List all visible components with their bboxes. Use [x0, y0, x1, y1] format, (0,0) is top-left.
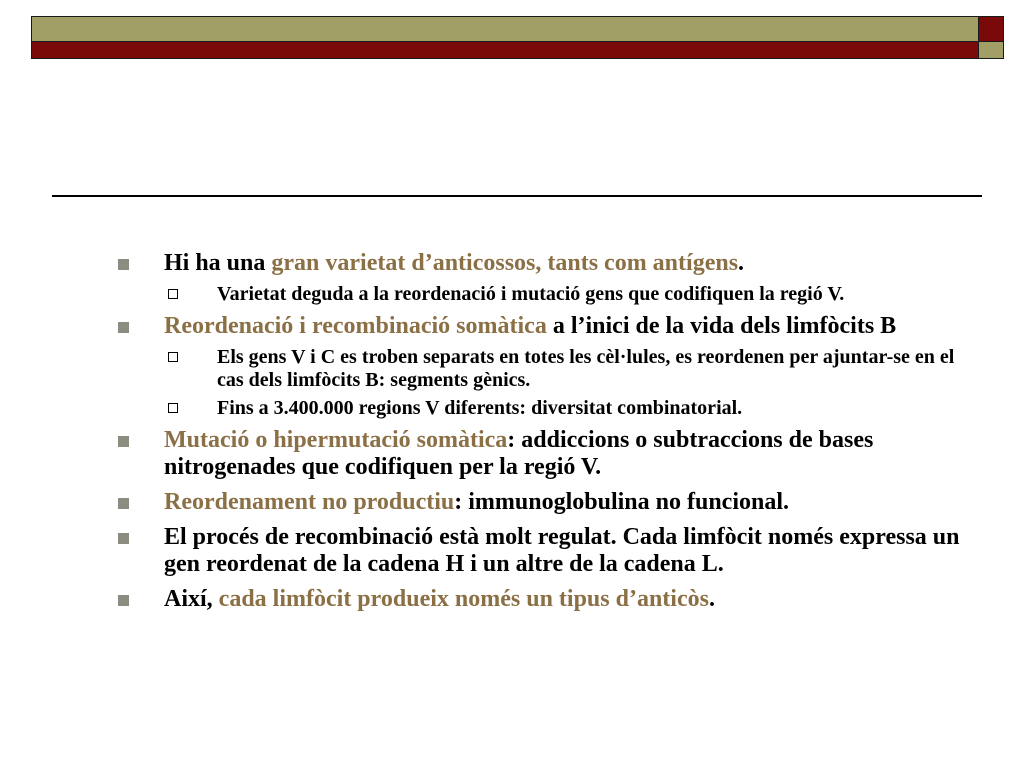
- hollow-square-bullet-icon: [168, 403, 178, 413]
- hollow-square-bullet-icon: [168, 352, 178, 362]
- square-bullet-icon: [118, 322, 129, 333]
- sub-bullet-item: [166, 346, 978, 392]
- sub-bullet-item: [166, 283, 978, 306]
- bullet-text: Fins a 3.400.000 regions V diferents: diversitat combinatorial.: [217, 397, 743, 419]
- bullet-list: [118, 250, 978, 621]
- hollow-square-bullet-icon: [168, 289, 178, 299]
- bullet-text: .: [708, 586, 715, 612]
- bullet-text: a l’inici de la vida dels limfòcits B: [546, 313, 897, 339]
- bullet-item: [118, 524, 978, 578]
- bullet-item: [118, 586, 978, 613]
- sub-bullet-item: [166, 397, 978, 420]
- highlighted-text: Reordenament no productiu: [164, 489, 455, 515]
- bullet-item: [118, 313, 978, 340]
- bullet-item: [118, 427, 978, 481]
- bullet-text: Els gens V i C es troben separats en totes les cèl·lules, es reordenen per ajuntar-se en el cas dels limfòcits B: segments gènics.: [217, 346, 955, 391]
- bullet-text: Varietat deguda a la reordenació i mutació gens que codifiquen la regió V.: [217, 283, 845, 305]
- bullet-text: Hi ha una: [164, 250, 272, 276]
- highlighted-text: gran varietat d’anticossos, tants com antígens: [271, 250, 739, 276]
- bullet-item: [118, 489, 978, 516]
- bullet-text: El procés de recombinació està molt regulat. Cada limfòcit només expressa un gen reordenat de la cadena H i un altre de la cadena L.: [164, 524, 960, 577]
- square-bullet-icon: [118, 595, 129, 606]
- maroon-bar: [31, 41, 980, 59]
- olive-bar: [31, 16, 980, 43]
- bullet-text: : addiccions o subtraccions de bases nitrogenades que codifiquen per la regió V.: [164, 427, 874, 480]
- highlighted-text: cada limfòcit produeix només un tipus d’anticòs: [218, 586, 709, 612]
- maroon-square: [978, 16, 1004, 43]
- highlighted-text: Reordenació i recombinació somàtica: [164, 313, 547, 339]
- title-divider: [52, 195, 982, 197]
- bullet-text: Així,: [164, 586, 219, 612]
- square-bullet-icon: [118, 533, 129, 544]
- bullet-item: [118, 250, 978, 277]
- highlighted-text: Mutació o hipermutació somàtica: [164, 427, 508, 453]
- square-bullet-icon: [118, 436, 129, 447]
- bullet-text: .: [738, 250, 745, 276]
- bullet-text: : immunoglobulina no funcional.: [454, 489, 790, 515]
- olive-square: [978, 41, 1004, 59]
- square-bullet-icon: [118, 498, 129, 509]
- square-bullet-icon: [118, 259, 129, 270]
